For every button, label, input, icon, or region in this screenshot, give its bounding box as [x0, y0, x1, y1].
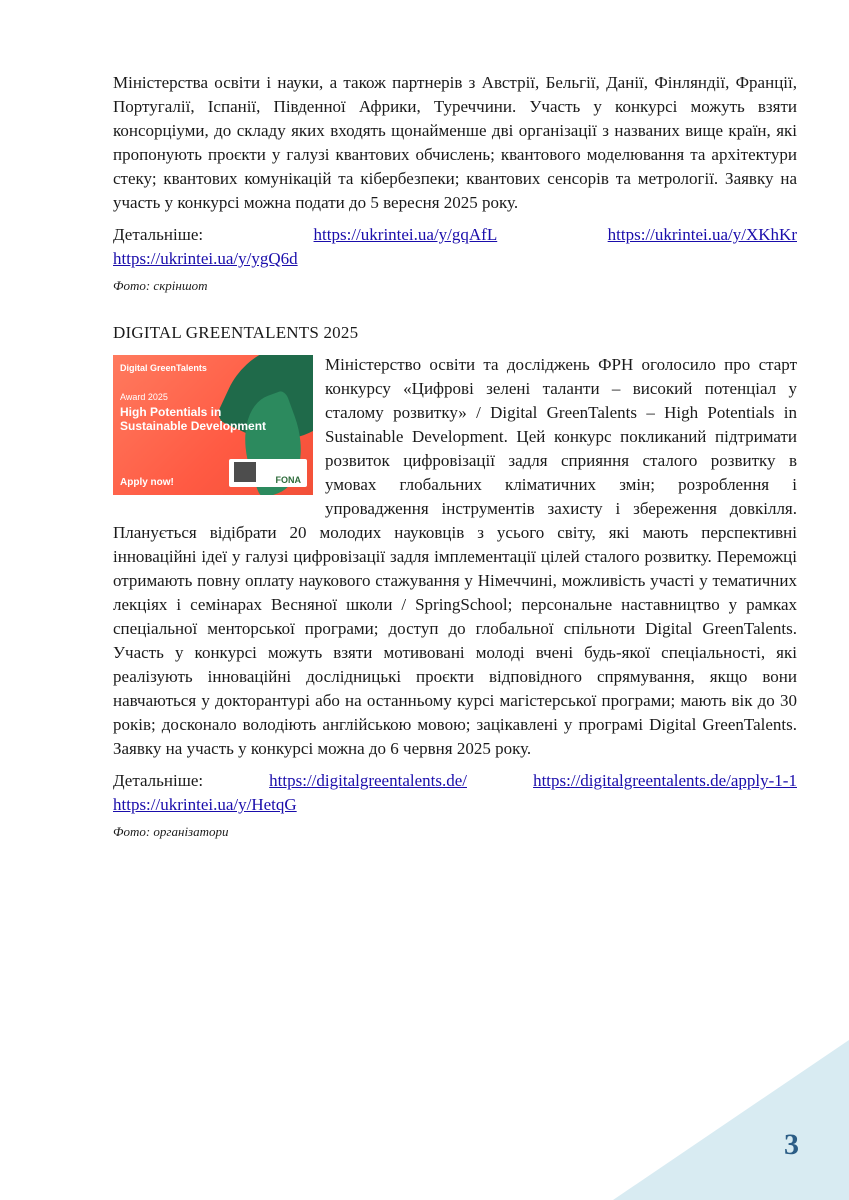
promo-brand: Digital GreenTalents [120, 363, 207, 373]
sponsor-logos [229, 459, 307, 487]
page-number: 3 [784, 1128, 799, 1161]
document-body [113, 71, 797, 867]
section2-details-label: Детальніше: [113, 771, 204, 790]
promo-apply: Apply now! [120, 477, 174, 488]
section1-paragraph: Міністерства освіти і науки, а також партнерів з Австрії, Бельгії, Данії, Фінляндії, Франції, Португалії, Іспанії, Південної Африки, Туреччини. Участь у конкурсі можуть взяти консорціуми, до складу яких входять щонайменше дві організації з названих вище країн, які пропонують проєкти у галузі квантових обчислень; квантового моделювання та архітектури стеку; квантових комунікацій та кібербезпеки; квантових сенсорів та метрології. Заявку на участь у конкурсі можна подати до 5 вересня 2025 року. [113, 73, 797, 212]
corner-decoration [613, 1040, 849, 1200]
promo-image [113, 355, 313, 495]
section1-details [113, 223, 797, 271]
section2-details [113, 769, 797, 817]
fona-logo: FONA [275, 475, 301, 485]
section2-paragraph: Міністерство освіти та досліджень ФРН оголосило про старт конкурсу «Цифрові зелені таланти – високий потенціал у сталому розвитку» / Digital GreenTalents – High Potentials in Sustainable Development. Цей конкурс покликаний підтримати розвиток цифровізації задля сприяння сталого розвитку в умовах глобальних кліматичних змін; розроблення і упровадження інструментів захисту і збереження довкілля. Планується відібрати 20 молодих науковців з усього світу, які мають перспективні інноваційні ідеї у галузі цифровізації задля імплементації цілей сталого розвитку. Переможці отримають повну оплату наукового стажування у Німеччині, можливість участі у тематичних лекціях і семінарах Весняної школи / SpringSchool; персональне наставництво у рамках спеціальної менторської програми; доступ до глобальної спільноти Digital GreenTalents. Участь у конкурсі можуть взяти мотивовані молоді вчені будь-якої спеціальності, які реалізують інноваційні дослідницькі проєкти відповідного спрямування, якщо вони навчаються у докторантурі або на останньому курсі магістерської програми; мають вік до 30 років; досконало володіють англійською мовою; зацікавлені у програмі Digital GreenTalents. Заявку на участь у конкурсі можна до 6 червня 2025 року. [113, 355, 797, 758]
ministry-logo-icon [234, 462, 256, 482]
section1-link-1[interactable]: https://ukrintei.ua/y/gqAfL [313, 225, 498, 244]
section2-title: DIGITAL GREENTALENTS 2025 [113, 323, 359, 342]
section2-link-2[interactable]: https://digitalgreentalents.de/apply-1-1 [533, 771, 797, 790]
section1-details-label: Детальніше: [113, 225, 204, 244]
section2-link-1[interactable]: https://digitalgreentalents.de/ [269, 771, 467, 790]
section2-link-3[interactable]: https://ukrintei.ua/y/HetqG [113, 795, 297, 814]
section2-caption: Фото: організатори [113, 824, 229, 839]
promo-headline: High Potentials in Sustainable Development [120, 405, 267, 433]
section1-caption: Фото: скріншот [113, 278, 208, 293]
promo-award: Award 2025 [120, 392, 168, 402]
section1-link-3[interactable]: https://ukrintei.ua/y/ygQ6d [113, 249, 298, 268]
section1-link-2[interactable]: https://ukrintei.ua/y/XKhKr [607, 225, 797, 244]
